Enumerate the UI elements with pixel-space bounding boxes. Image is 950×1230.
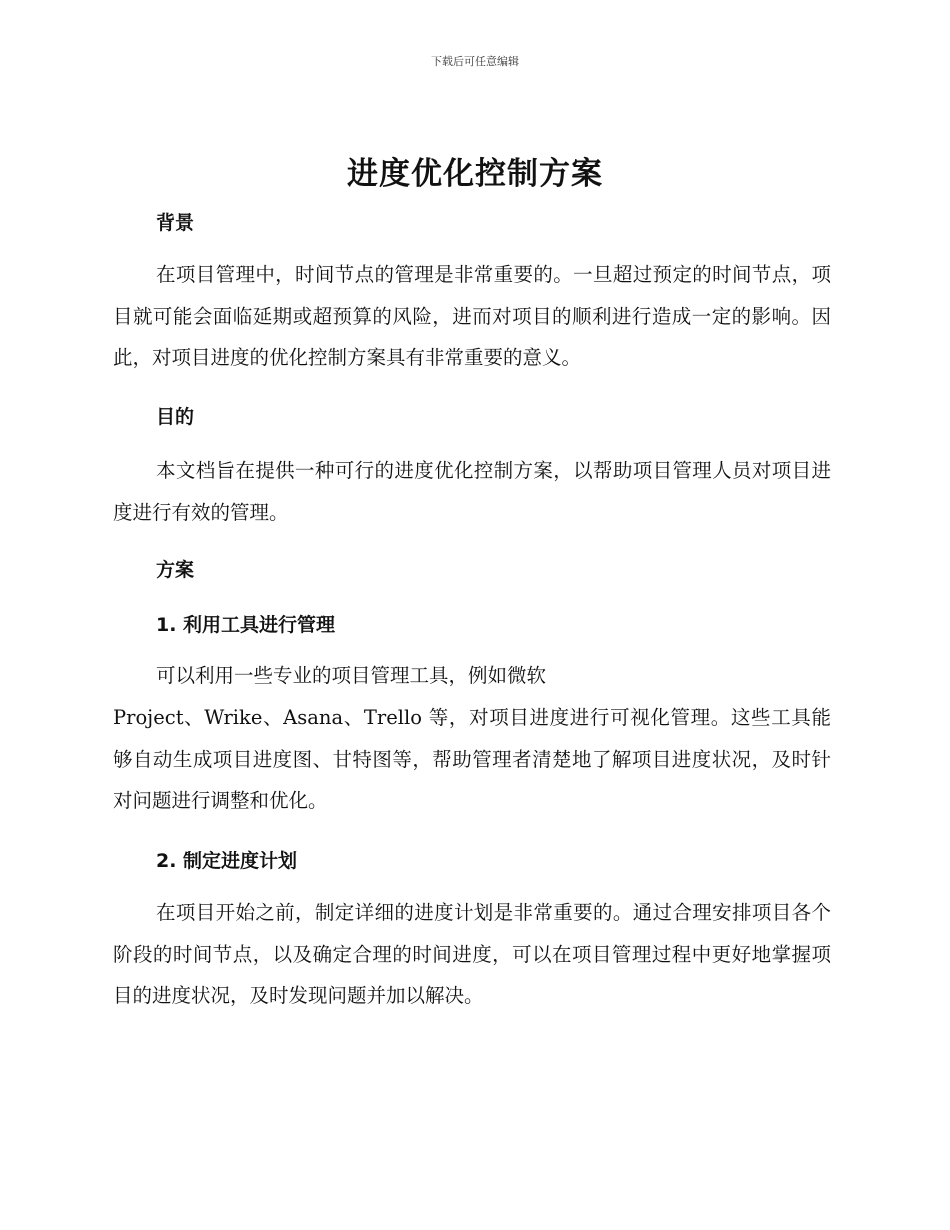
plan-item-1-first-line: 可以利用一些专业的项目管理工具，例如微软 [156, 664, 547, 687]
document-title: 进度优化控制方案 [347, 156, 603, 192]
section-heading-background: 背景 [156, 212, 195, 234]
plan-item-2-heading: 2. 制定进度计划 [156, 850, 298, 872]
plan-item-1-heading: 1. 利用工具进行管理 [156, 614, 336, 636]
background-paragraph: 在项目管理中，时间节点的管理是非常重要的。一旦超过预定的时间节点，项目就可能会面临延期或超预算的风险，进而对项目的顺利进行造成一定的影响。因此，对项目进度的优化控制方案具有非常重要的意义。 [113, 263, 831, 369]
section-heading-plan: 方案 [156, 559, 195, 581]
section-heading-purpose: 目的 [156, 406, 195, 428]
plan-item-1-paragraph: Project、Wrike、Asana、Trello 等，对项目进度进行可视化管理。这些工具能够自动生成项目进度图、甘特图等，帮助管理者清楚地了解项目进度状况，及时针对问题进行调整和优化。 [113, 706, 831, 812]
purpose-paragraph: 本文档旨在提供一种可行的进度优化控制方案，以帮助项目管理人员对项目进度进行有效的管理。 [113, 459, 831, 524]
header-note: 下载后可任意编辑 [431, 55, 519, 68]
plan-item-2-paragraph: 在项目开始之前，制定详细的进度计划是非常重要的。通过合理安排项目各个阶段的时间节点，以及确定合理的时间进度，可以在项目管理过程中更好地掌握项目的进度状况，及时发现问题并加以解决。 [113, 901, 831, 1007]
